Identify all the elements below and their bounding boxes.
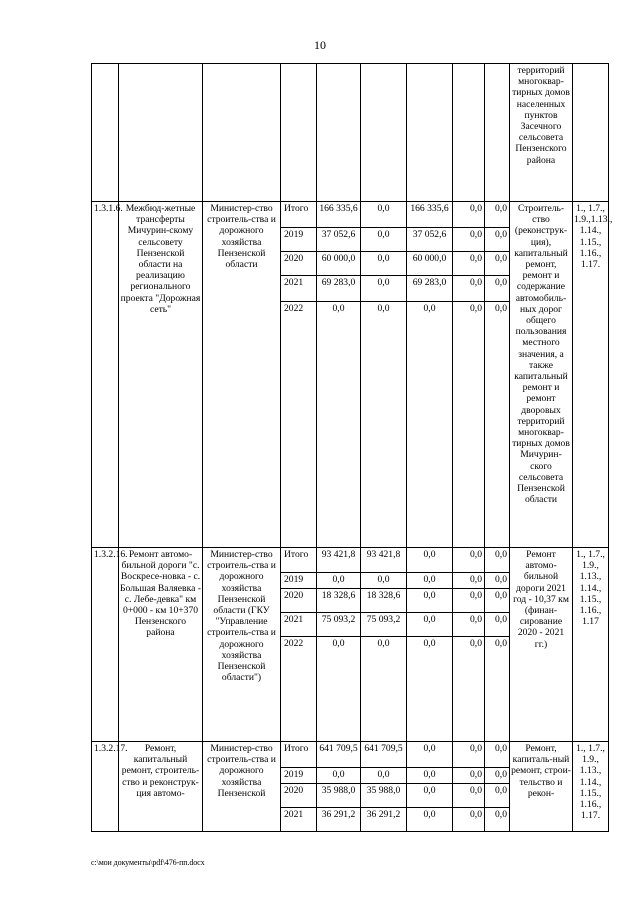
result-cell: Ремонт автомо-бильной дороги 2021 год - 10,37 км (финан-сирование 2020 - 2021 гг.) bbox=[510, 548, 573, 742]
year-cell: 2019 bbox=[281, 228, 317, 252]
year-cell: 2019 bbox=[281, 768, 317, 784]
municipal-cell: 0,0 bbox=[453, 613, 485, 637]
federal-cell: 0,0 bbox=[361, 768, 407, 784]
total-cell: 75 093,2 bbox=[317, 613, 361, 637]
regional-cell: 37 052,6 bbox=[407, 228, 453, 252]
total-cell: 0,0 bbox=[317, 637, 361, 742]
federal-cell: 0,0 bbox=[361, 276, 407, 302]
other-cell: 0,0 bbox=[485, 548, 510, 573]
municipal-cell: 0,0 bbox=[453, 768, 485, 784]
item-executor: Министер-ство строитель-ства и дорожного хозяйства Пензенской bbox=[203, 742, 281, 832]
year-cell: Итого bbox=[281, 742, 317, 768]
empty-cell bbox=[203, 64, 281, 202]
regional-cell: 0,0 bbox=[407, 302, 453, 548]
result-cell: Строитель-ство (реконструк-ция), капитальный ремонт, ремонт и содержание автомобиль-ных дорог общего пользования местного значения, а также капитальный ремонт и ремонт дворовых территорий многоквар-тирных домов Мичурин-ского сельсовета Пензенской области bbox=[510, 202, 573, 548]
year-cell: 2020 bbox=[281, 589, 317, 613]
other-cell: 0,0 bbox=[485, 768, 510, 784]
federal-cell: 36 291,2 bbox=[361, 808, 407, 832]
table-row bbox=[92, 548, 609, 573]
federal-cell: 18 328,6 bbox=[361, 589, 407, 613]
year-cell: 2020 bbox=[281, 784, 317, 808]
other-cell: 0,0 bbox=[485, 276, 510, 302]
total-cell: 641 709,5 bbox=[317, 742, 361, 768]
other-cell: 0,0 bbox=[485, 613, 510, 637]
regional-cell: 0,0 bbox=[407, 768, 453, 784]
federal-cell: 0,0 bbox=[361, 202, 407, 228]
municipal-cell: 0,0 bbox=[453, 573, 485, 589]
municipal-cell: 0,0 bbox=[453, 252, 485, 276]
total-cell: 0,0 bbox=[317, 573, 361, 589]
municipal-cell: 0,0 bbox=[453, 808, 485, 832]
municipal-cell: 0,0 bbox=[453, 302, 485, 548]
total-cell: 36 291,2 bbox=[317, 808, 361, 832]
other-cell: 0,0 bbox=[485, 573, 510, 589]
result-cell: Ремонт, капиталь-ный ремонт, строи-тельство и рекон- bbox=[510, 742, 573, 832]
table-row bbox=[92, 202, 609, 228]
regional-cell: 166 335,6 bbox=[407, 202, 453, 228]
empty-cell bbox=[407, 64, 453, 202]
item-name: Ремонт автомо-бильной дороги "с. Воскресе-новка - с. Большая Валяевка - с. Лебе-девка" км 0+000 - км 10+370 Пензенского района bbox=[119, 548, 203, 742]
regional-cell: 69 283,0 bbox=[407, 276, 453, 302]
total-cell: 18 328,6 bbox=[317, 589, 361, 613]
regional-cell: 0,0 bbox=[407, 613, 453, 637]
federal-cell: 0,0 bbox=[361, 637, 407, 742]
total-cell: 69 283,0 bbox=[317, 276, 361, 302]
empty-cell bbox=[92, 64, 119, 202]
federal-cell: 0,0 bbox=[361, 252, 407, 276]
footer-file-path: c:\мои документы\pdf\476-пп.docx bbox=[91, 858, 205, 867]
year-cell: 2021 bbox=[281, 276, 317, 302]
other-cell: 0,0 bbox=[485, 589, 510, 613]
federal-cell: 75 093,2 bbox=[361, 613, 407, 637]
federal-cell: 641 709,5 bbox=[361, 742, 407, 768]
empty-cell bbox=[361, 64, 407, 202]
regional-cell: 0,0 bbox=[407, 548, 453, 573]
year-cell: 2021 bbox=[281, 613, 317, 637]
item-number: 1.3.2.17. bbox=[92, 742, 119, 832]
year-cell: 2019 bbox=[281, 573, 317, 589]
other-cell: 0,0 bbox=[485, 637, 510, 742]
regional-cell: 0,0 bbox=[407, 742, 453, 768]
item-number: 1.3.1.6. bbox=[92, 202, 119, 548]
municipal-cell: 0,0 bbox=[453, 228, 485, 252]
item-executor: Министер-ство строитель-ства и дорожного хозяйства Пензенской области bbox=[203, 202, 281, 548]
federal-cell: 93 421,8 bbox=[361, 548, 407, 573]
item-number: 1.3.2.16. bbox=[92, 548, 119, 742]
regional-cell: 0,0 bbox=[407, 637, 453, 742]
indicators-cell: 1., 1.7., 1.9., 1.13., 1.14., 1.15., 1.16., 1.17. bbox=[573, 742, 609, 832]
municipal-cell: 0,0 bbox=[453, 276, 485, 302]
empty-cell bbox=[485, 64, 510, 202]
federal-cell: 0,0 bbox=[361, 228, 407, 252]
total-cell: 35 988,0 bbox=[317, 784, 361, 808]
total-cell: 0,0 bbox=[317, 768, 361, 784]
municipal-cell: 0,0 bbox=[453, 202, 485, 228]
other-cell: 0,0 bbox=[485, 302, 510, 548]
regional-cell: 0,0 bbox=[407, 573, 453, 589]
year-cell: 2022 bbox=[281, 637, 317, 742]
empty-cell bbox=[573, 64, 609, 202]
page-number: 10 bbox=[314, 38, 326, 52]
total-cell: 60 000,0 bbox=[317, 252, 361, 276]
year-cell: Итого bbox=[281, 548, 317, 573]
year-cell: Итого bbox=[281, 202, 317, 228]
table-row bbox=[92, 742, 609, 768]
municipal-cell: 0,0 bbox=[453, 784, 485, 808]
item-executor: Министер-ство строитель-ства и дорожного хозяйства Пензенской области (ГКУ "Управление строитель-ства и дорожного хозяйства Пензенской области") bbox=[203, 548, 281, 742]
indicators-cell: 1., 1.7., 1.9.,1.13., 1.14., 1.15., 1.16., 1.17. bbox=[573, 202, 609, 548]
other-cell: 0,0 bbox=[485, 808, 510, 832]
municipal-cell: 0,0 bbox=[453, 742, 485, 768]
year-cell: 2022 bbox=[281, 302, 317, 548]
other-cell: 0,0 bbox=[485, 252, 510, 276]
other-cell: 0,0 bbox=[485, 202, 510, 228]
federal-cell: 0,0 bbox=[361, 302, 407, 548]
empty-cell bbox=[453, 64, 485, 202]
regional-cell: 0,0 bbox=[407, 589, 453, 613]
other-cell: 0,0 bbox=[485, 742, 510, 768]
item-name: Ремонт, капитальный ремонт, строитель-ство и реконструк-ция автомо- bbox=[119, 742, 203, 832]
empty-cell bbox=[119, 64, 203, 202]
total-cell: 93 421,8 bbox=[317, 548, 361, 573]
item-name: Межбюд-жетные трансферты Мичурин-скому сельсовету Пензенской области на реализацию регионального проекта "Дорожная сеть" bbox=[119, 202, 203, 548]
federal-cell: 0,0 bbox=[361, 573, 407, 589]
federal-cell: 35 988,0 bbox=[361, 784, 407, 808]
total-cell: 0,0 bbox=[317, 302, 361, 548]
municipal-cell: 0,0 bbox=[453, 589, 485, 613]
municipal-cell: 0,0 bbox=[453, 548, 485, 573]
program-table-wrapper bbox=[91, 63, 613, 832]
municipal-cell: 0,0 bbox=[453, 637, 485, 742]
regional-cell: 0,0 bbox=[407, 784, 453, 808]
other-cell: 0,0 bbox=[485, 228, 510, 252]
total-cell: 166 335,6 bbox=[317, 202, 361, 228]
other-cell: 0,0 bbox=[485, 784, 510, 808]
year-cell: 2020 bbox=[281, 252, 317, 276]
indicators-cell: 1., 1.7., 1.9., 1.13., 1.14., 1.15., 1.16., 1.17 bbox=[573, 548, 609, 742]
year-cell: 2021 bbox=[281, 808, 317, 832]
total-cell: 37 052,6 bbox=[317, 228, 361, 252]
regional-cell: 0,0 bbox=[407, 808, 453, 832]
result-cell: территорий многоквар-тирных домов населенных пунктов Засечного сельсовета Пензенского района bbox=[510, 64, 573, 202]
continuation-row bbox=[92, 64, 609, 202]
empty-cell bbox=[281, 64, 317, 202]
regional-cell: 60 000,0 bbox=[407, 252, 453, 276]
empty-cell bbox=[317, 64, 361, 202]
program-activities-table bbox=[91, 63, 613, 832]
